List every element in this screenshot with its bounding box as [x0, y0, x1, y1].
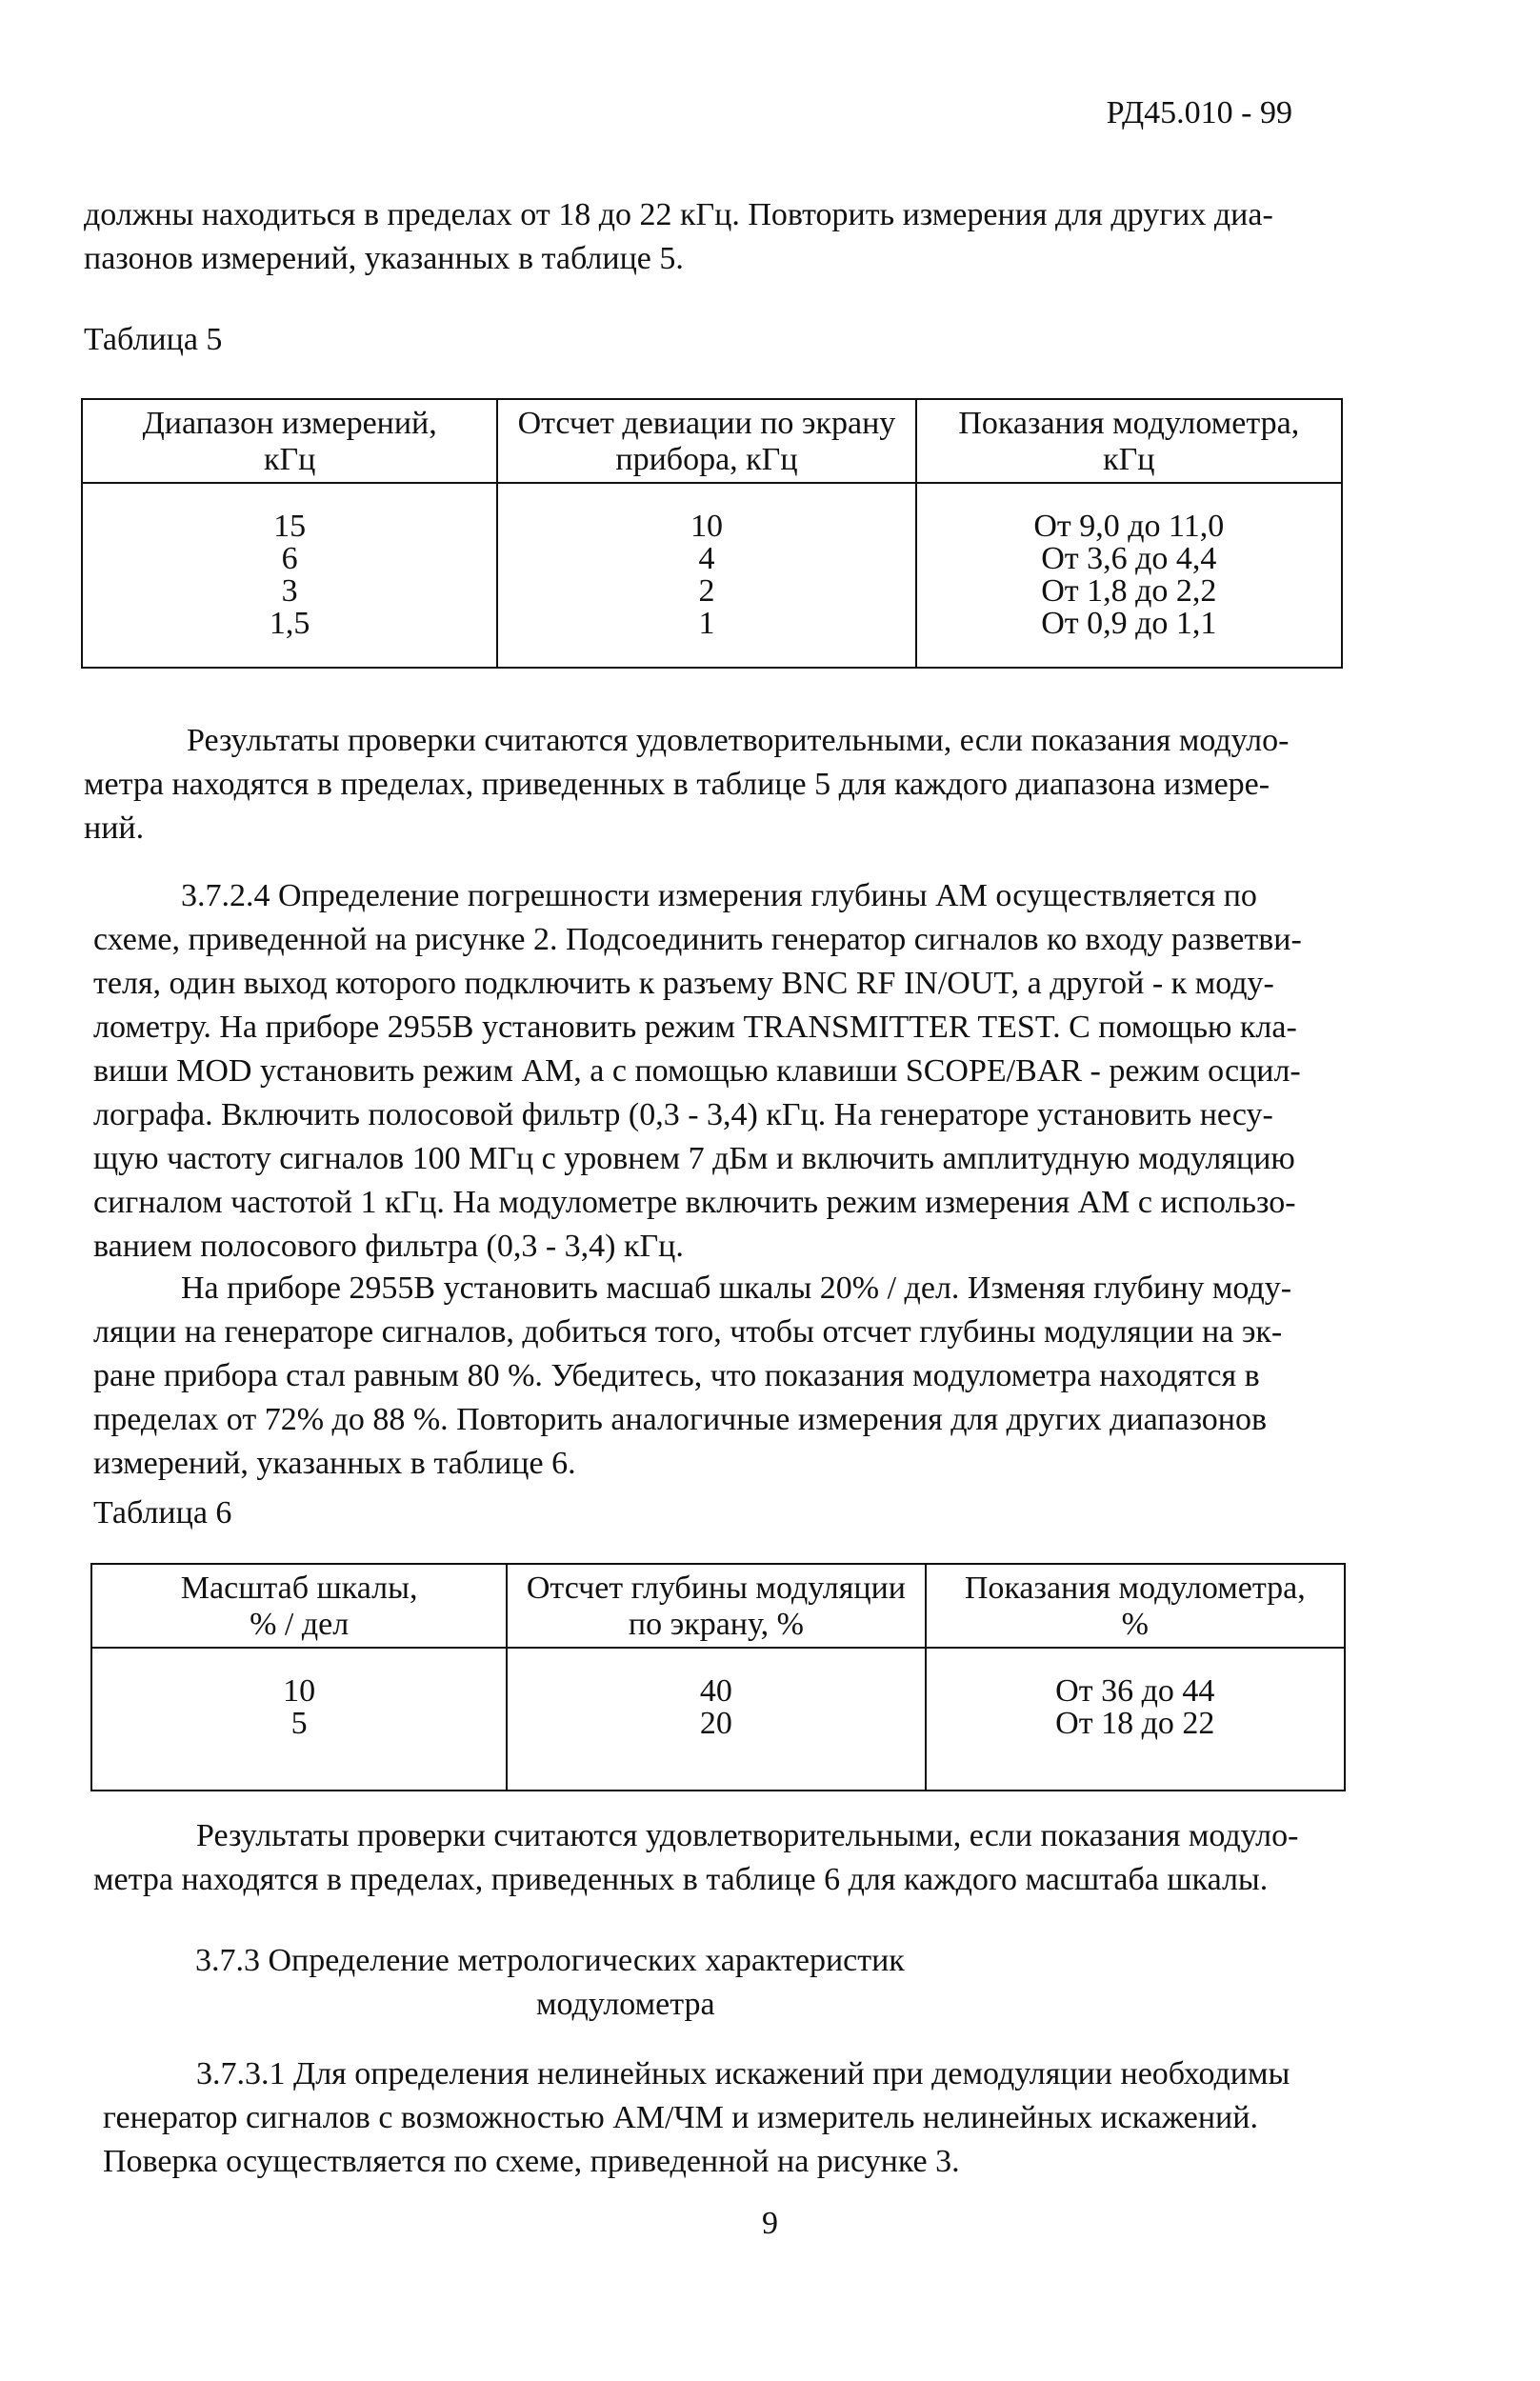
table-5-caption: Таблица 5: [84, 322, 223, 357]
table-row: [82, 483, 1342, 668]
text-line: 3.7.2.4 Определение погрешности измерения глубины АМ осуществляется по: [181, 878, 1257, 913]
page-number: 9: [762, 2206, 778, 2241]
text-line: пазонов измерений, указанных в таблице 5.: [84, 241, 684, 276]
table-header-cell: Показания модулометра, кГц: [916, 399, 1342, 483]
table-header-cell: Показания модулометра, %: [926, 1564, 1345, 1648]
table-cell: 10 5: [91, 1648, 507, 1791]
paragraph-continuation: [84, 193, 1341, 281]
paragraph-results-6: [93, 1814, 1341, 1902]
text-line: щую частоту сигналов 100 МГц с уровнем 7 дБм и включить амплитудную модуляцию: [93, 1141, 1295, 1176]
text-line: пределах от 72% до 88 %. Повторить аналогичные измерения для других диапазонов: [93, 1402, 1268, 1437]
table-cell: От 9,0 до 11,0 От 3,6 до 4,4 От 1,8 до 2,2 От 0,9 до 1,1: [916, 483, 1342, 668]
table-row: [91, 1648, 1345, 1791]
heading-line: модулометра: [536, 1987, 715, 2022]
table-header-row: [82, 399, 1342, 483]
paragraph-3-7-2-4: [93, 874, 1341, 1269]
text-line: ляции на генераторе сигналов, добиться того, чтобы отсчет глубины модуляции на эк-: [93, 1314, 1283, 1350]
table-header-cell: Диапазон измерений, кГц: [82, 399, 497, 483]
paragraph-results-5: [84, 719, 1341, 850]
table-cell: 40 20: [507, 1648, 925, 1791]
section-heading-3-7-3: [195, 1939, 905, 2027]
text-line: На приборе 2955В установить масшаб шкалы 20% / дел. Изменяя глубину моду-: [181, 1271, 1292, 1306]
table-header-row: [91, 1564, 1345, 1648]
text-line: Поверка осуществляется по схеме, приведенной на рисунке 3.: [103, 2144, 960, 2179]
text-line: лографа. Включить полосовой фильтр (0,3 - 3,4) кГц. На генераторе установить несу-: [93, 1097, 1273, 1132]
text-line: должны находиться в пределах от 18 до 22 кГц. Повторить измерения для других диа-: [84, 197, 1273, 232]
text-line: ванием полосового фильтра (0,3 - 3,4) кГц.: [93, 1229, 684, 1264]
text-line: ране прибора стал равным 80 %. Убедитесь, что показания модулометра находятся в: [93, 1358, 1260, 1393]
text-line: ний.: [84, 810, 145, 846]
table-cell: От 36 до 44 От 18 до 22: [926, 1648, 1345, 1791]
table-6: [90, 1563, 1346, 1791]
text-line: Результаты проверки считаются удовлетворительными, если показания модуло-: [196, 1818, 1299, 1853]
table-cell: 10 4 2 1: [497, 483, 915, 668]
table-header-cell: Отсчет глубины модуляции по экрану, %: [507, 1564, 925, 1648]
text-line: генератор сигналов с возможностью АМ/ЧМ и измеритель нелинейных искажений.: [103, 2100, 1258, 2135]
table-header-cell: Масштаб шкалы, % / дел: [91, 1564, 507, 1648]
text-line: измерений, указанных в таблице 6.: [93, 1446, 576, 1481]
text-line: теля, один выход которого подключить к разъему BNC RF IN/OUT, а другой - к моду-: [93, 966, 1274, 1001]
paragraph-3-7-3-1: [103, 2052, 1341, 2184]
text-line: Результаты проверки считаются удовлетворительными, если показания модуло-: [187, 723, 1290, 758]
text-line: метра находятся в пределах, приведенных в таблице 6 для каждого масштаба шкалы.: [93, 1862, 1269, 1897]
paragraph-scale-setting: [93, 1267, 1341, 1486]
text-line: виши MOD установить режим AM, а с помощью клавиши SCOPE/BAR - режим осцил-: [93, 1053, 1301, 1089]
text-line: лометру. На приборе 2955В установить режим TRANSMITTER TEST. С помощью кла-: [93, 1010, 1297, 1045]
text-line: сигналом частотой 1 кГц. На модулометре включить режим измерения АМ с использо-: [93, 1185, 1296, 1220]
text-line: схеме, приведенной на рисунке 2. Подсоединить генератор сигналов ко входу разветви-: [93, 922, 1302, 957]
document-code: РД45.010 - 99: [1106, 95, 1292, 130]
table-cell: 15 6 3 1,5: [82, 483, 497, 668]
text-line: метра находятся в пределах, приведенных в таблице 5 для каждого диапазона измере-: [84, 767, 1270, 802]
table-5: [81, 398, 1343, 669]
text-line: 3.7.3.1 Для определения нелинейных искажений при демодуляции необходимы: [196, 2056, 1290, 2091]
table-6-caption: Таблица 6: [93, 1495, 232, 1531]
heading-line: 3.7.3 Определение метрологических характеристик: [195, 1943, 905, 1978]
table-header-cell: Отсчет девиации по экрану прибора, кГц: [497, 399, 915, 483]
